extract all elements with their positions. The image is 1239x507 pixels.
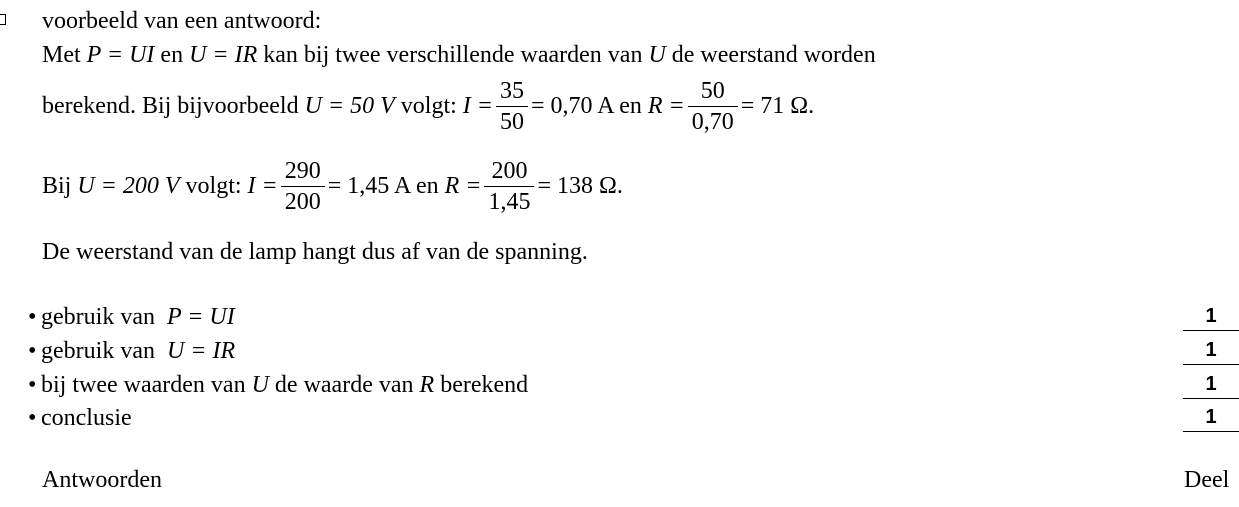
footer-right: Deel [1184,467,1230,493]
answer-checkbox [0,14,6,25]
fraction-current-1: $\frac{35}{50}$ [496,79,528,134]
rubric-item-4: • conclusie [28,405,132,431]
fraction-current-2: $\frac{290}{200}$ [281,159,325,214]
rubric-item-3: • bij twee waarden van U de waarde van R berekend [28,372,529,398]
footer-left: Antwoorden [42,467,162,493]
bullet-icon: • [28,338,37,364]
bullet-icon: • [28,405,37,431]
rubric-points-3: 1 [1183,374,1239,399]
rubric-item-1: • gebruik van P = UI [28,304,235,330]
answer-header: voorbeeld van een antwoord: [42,8,322,34]
answer-conclusion: De weerstand van de lamp hangt dus af van de spanning. [42,239,588,265]
answer-line-3: Bij U = 200 V volgt: I = $\frac{290}{200}$ = 1,45 A en R = $\frac{200}{1,45}$ = 138 Ω. [42,158,623,215]
answer-line-2: berekend. Bij bijvoorbeeld U = 50 V volgt: I = $\frac{35}{50}$ = 0,70 A en R = $\frac{50}{0,70}$ = 71 Ω. [42,78,815,135]
rubric-points-2: 1 [1183,340,1239,365]
rubric-points-4: 1 [1183,407,1239,432]
answer-line-1: Met P = UI en U = IR kan bij twee verschillende waarden van U de weerstand worden [42,42,876,68]
fraction-resistance-2: $\frac{200}{1,45}$ [484,159,534,214]
bullet-icon: • [28,372,37,398]
rubric-item-2: • gebruik van U = IR [28,338,236,364]
rubric-points-1: 1 [1183,306,1239,331]
fraction-resistance-1: $\frac{50}{0,70}$ [688,79,738,134]
bullet-icon: • [28,304,37,330]
